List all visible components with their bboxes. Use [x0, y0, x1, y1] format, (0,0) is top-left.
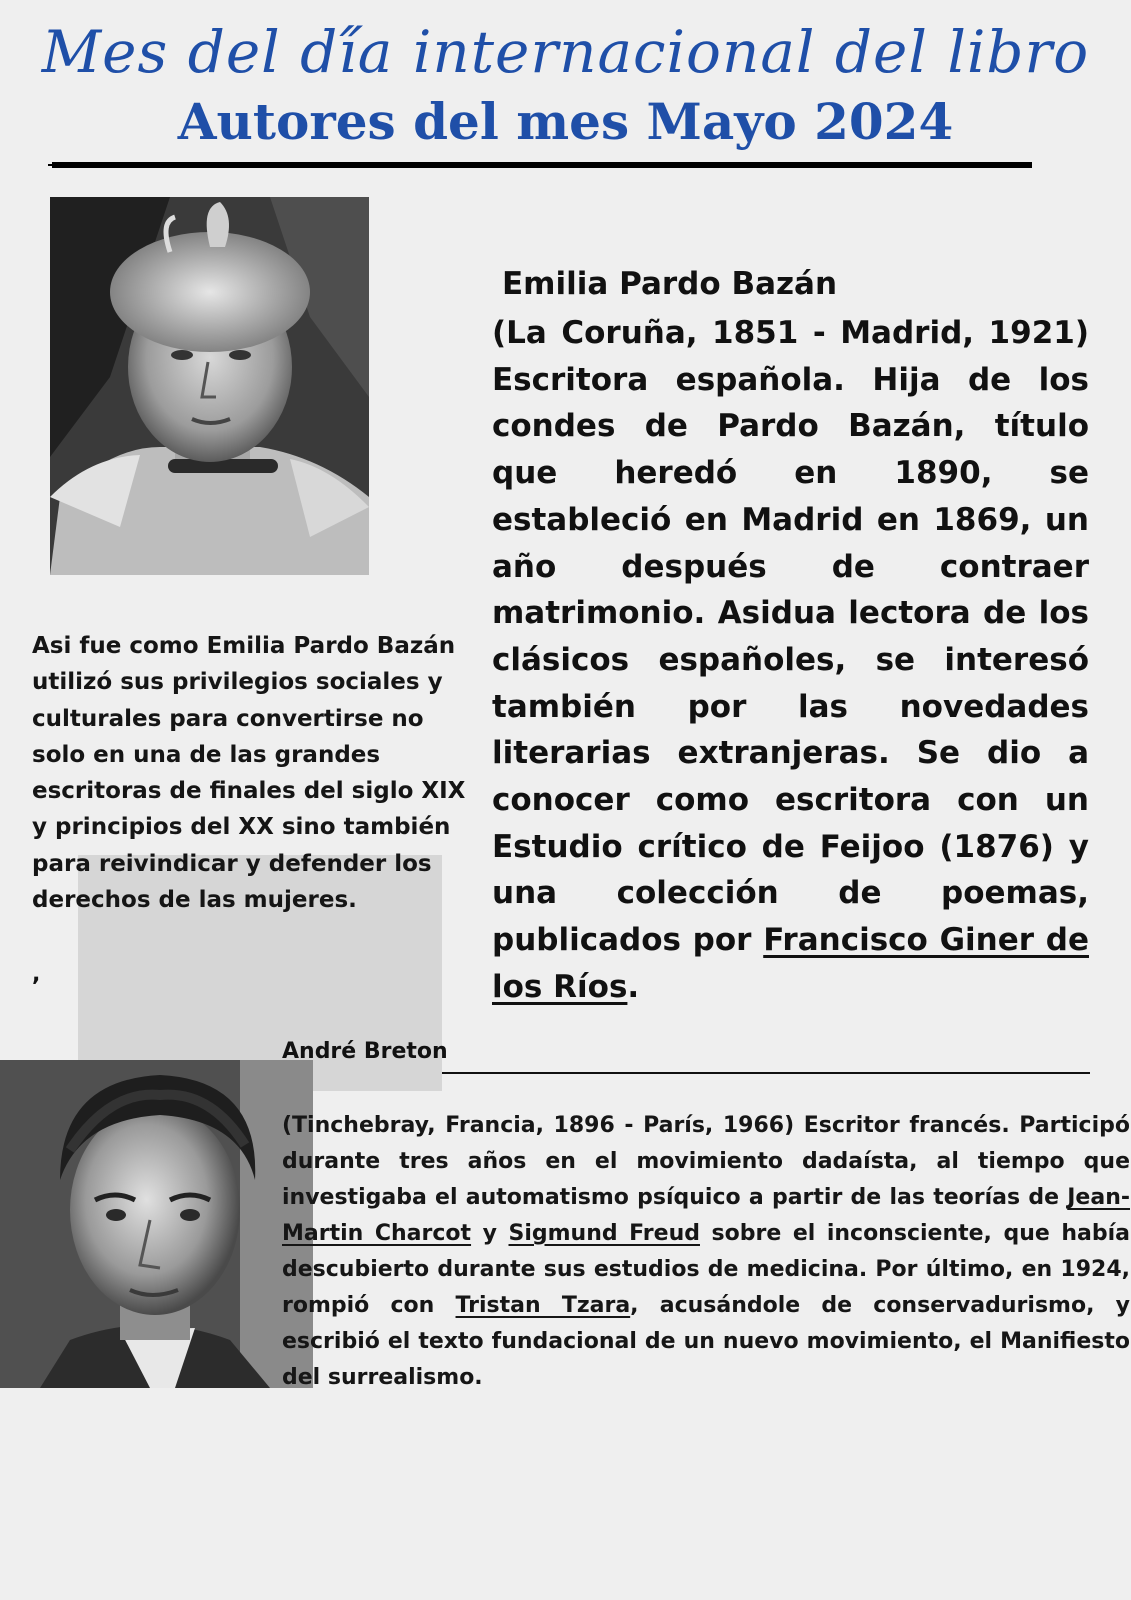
- breton-biography: [282, 1108, 1130, 1396]
- breton-portrait-photo: [0, 1060, 313, 1388]
- emilia-portrait-photo: [50, 197, 369, 575]
- emilia-bio-text: (La Coruña, 1851 - Madrid, 1921) Escritora española. Hija de los condes de Pardo Bazán, título que heredó en 1890, se estableció en Madrid en 1869, un año después de contraer matrimonio. Asidua lectora de los clásicos españoles, se interesó también por las novedades literarias extranjeras. Se dio a conocer como escritora con un Estudio crítico de Feijoo (1876) y una colección de poemas, publicados por: [492, 315, 1089, 959]
- breton-divider: [442, 1072, 1090, 1074]
- emilia-biography: [492, 310, 1089, 1011]
- header-divider-tick: [48, 164, 54, 166]
- emilia-quote: Asi fue como Emilia Pardo Bazán utilizó sus privilegios sociales y culturales para convertirse no solo en una de las grandes escritoras de finales del siglo XIX y principios del XX sino también para reivindicar y defender los derechos de las mujeres.: [32, 633, 466, 914]
- emilia-name-heading: Emilia Pardo Bazán: [502, 266, 838, 302]
- giner-link[interactable]: Francisco Giner de los Ríos: [492, 922, 1089, 1005]
- stray-comma: ,: [32, 962, 41, 987]
- page-title-gothic: Autores del mes Mayo 2024: [177, 92, 954, 151]
- tzara-link[interactable]: Tristan Tzara: [455, 1293, 631, 1318]
- breton-name-heading: André Breton: [282, 1039, 448, 1064]
- page-title-script: Mes del dí́a internacional del libro: [41, 18, 1090, 86]
- breton-bio-text-1: (Tinchebray, Francia, 1896 - París, 1966) Escritor francés. Participó durante tres años en el movimiento dadaísta, al tiempo que investigaba el automatismo psíquico a partir de las teorías de: [282, 1113, 1130, 1210]
- freud-link[interactable]: Sigmund Freud: [508, 1221, 700, 1246]
- breton-bio-and: y: [471, 1221, 509, 1246]
- breton-bio-text-2: sobre el inconsciente, que había descubierto durante sus estudios de medicina. Por último, en 1924, rompió con: [282, 1221, 1130, 1318]
- emilia-bio-end: .: [627, 968, 640, 1005]
- breton-bio-text-3: , acusándole de conservadurismo, y escribió el texto fundacional de un nuevo movimiento, el Manifiesto del surrealismo.: [282, 1293, 1130, 1390]
- charcot-link[interactable]: Jean-Martin Charcot: [282, 1185, 1130, 1246]
- header-divider: [52, 162, 1032, 168]
